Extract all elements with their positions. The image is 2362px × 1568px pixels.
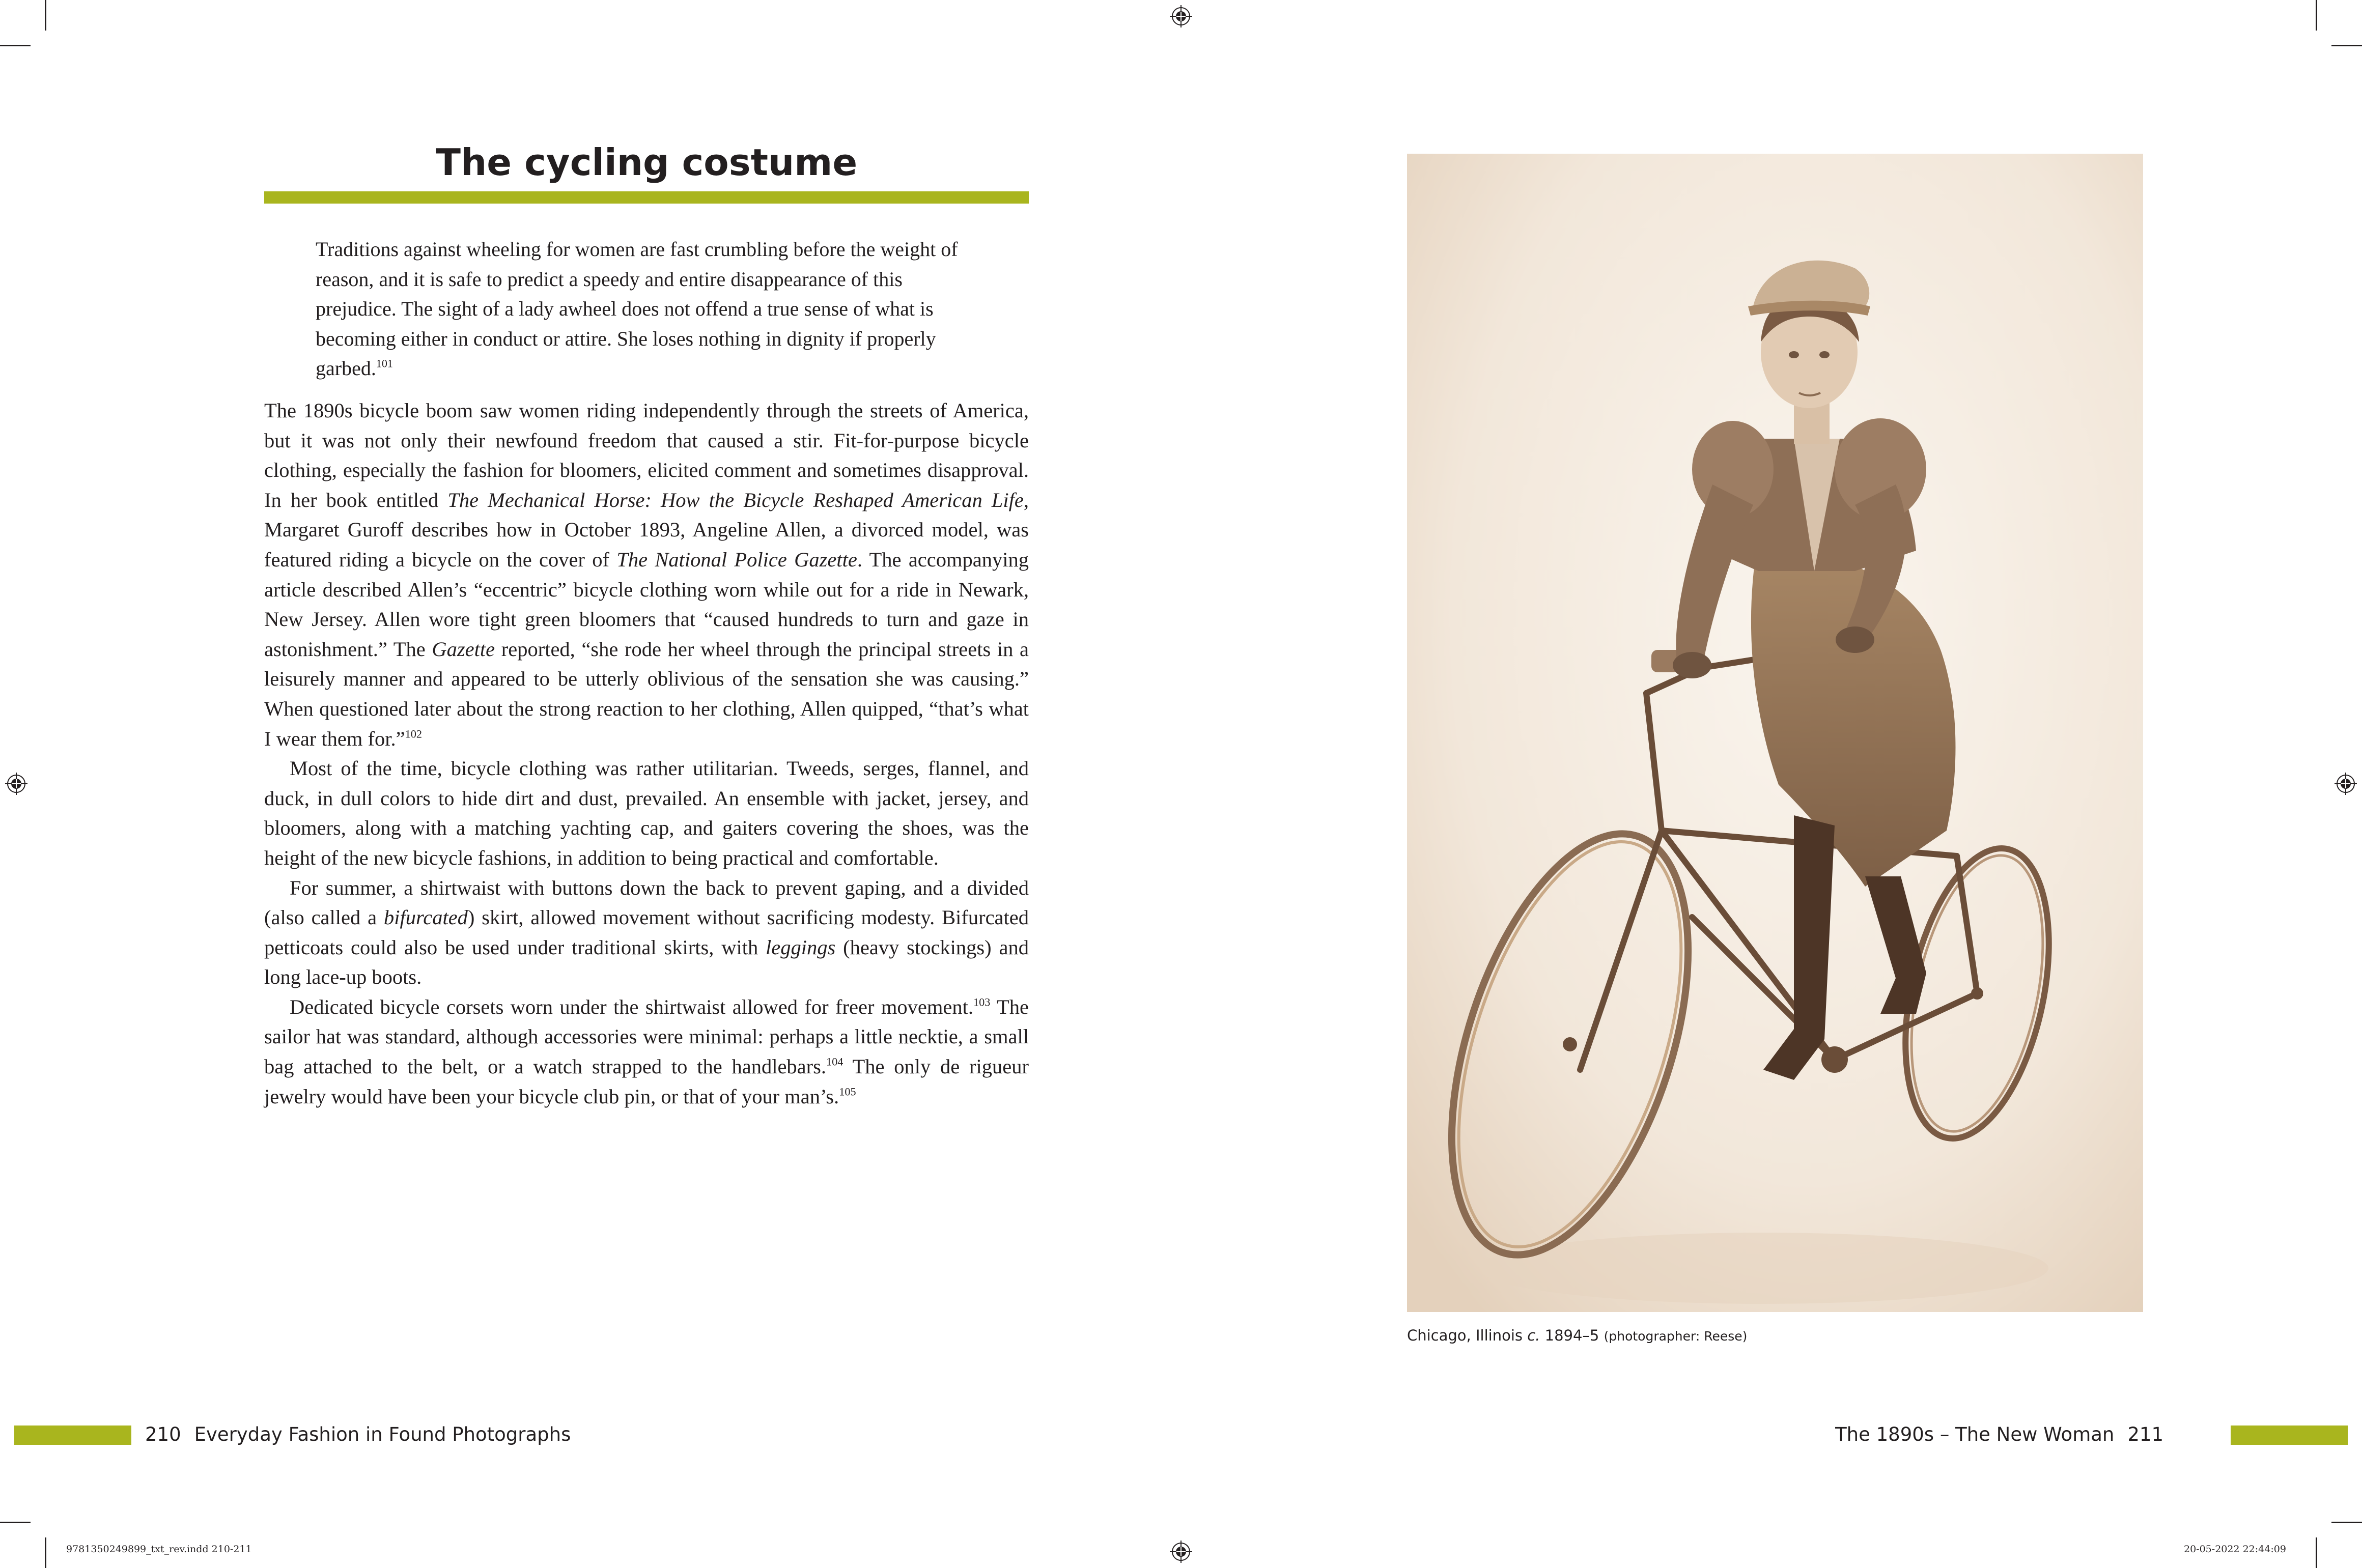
publication-title: The National Police Gazette [616,548,857,571]
caption-credit: (photographer: Reese) [1604,1329,1748,1344]
caption-place: Chicago, Illinois [1407,1327,1528,1344]
photo-caption [1407,1325,2143,1347]
paragraph [264,992,1029,1111]
left-footer [145,1420,960,1449]
text-run: , Margaret Guroff describes how in October 1893, Angeline Allen, a divorced model, was featured riding a bicycle on the cover of [264,488,1029,571]
body-text [264,396,1029,1111]
book-title: The Mechanical Horse: How the Bicycle Reshaped American Life [447,488,1024,511]
slug-filename: 9781350249899_txt_rev.indd 210-211 [66,1544,252,1555]
italic-term: bifurcated [383,906,468,929]
footer-accent-bar [14,1426,131,1445]
slug-timestamp: 20-05-2022 22:44:09 [2184,1544,2286,1555]
crop-mark [2316,1537,2317,1568]
page-number: 210 [145,1423,181,1445]
text-run: The sailor hat was standard, although accessories were minimal: perhaps a little necktie, a small bag attached to the belt, or a watch strapped to the handlebars. [264,995,1029,1078]
crop-mark [45,1537,46,1568]
text-run: (heavy stockings) and long lace-up boots. [264,935,1029,989]
crop-mark [2331,45,2362,46]
paragraph [264,873,1029,992]
text-run: The 1890s bicycle boom saw women riding independently through the streets of America, but it was not only their newfound freedom that caused a stir. Fit-for-purpose bicycle clothing, especially the fashion for bloomers, elicited comment and sometimes disapproval. In her book entitled [264,399,1029,511]
paragraph [264,396,1029,754]
crop-mark [0,45,31,46]
right-footer [1629,1420,2163,1449]
text-run: . The accompanying article described Allen’s “eccentric” bicycle clothing worn while out for a ride in Newark, New Jersey. Allen wore tight green bloomers that “caused hundreds to turn and gaze in astonishment.” The [264,548,1029,661]
running-title: Everyday Fashion in Found Photographs [194,1423,571,1445]
footnote-ref: 101 [376,357,393,370]
footnote-ref: 105 [839,1085,856,1098]
text-run: Dedicated bicycle corsets worn under the shirtwaist allowed for freer movement. [290,995,973,1018]
caption-circa: c. [1527,1327,1540,1344]
registration-mark-icon [1170,1541,1192,1563]
sepia-photograph [1407,154,2143,1312]
text-run: ) skirt, allowed movement without sacrificing modesty. Bifurcated petticoats could also be used under traditional skirts, with [264,906,1029,959]
page-number: 211 [2127,1423,2163,1445]
text-run: For summer, a shirtwaist with buttons down the back to prevent gaping, and a divided (also called a [264,876,1029,929]
registration-mark-icon [5,773,27,795]
section-heading: The cycling costume [435,141,858,184]
footnote-ref: 102 [405,727,423,740]
text-run: reported, “she rode her wheel through the principal streets in a leisurely manner and appeared to be utterly oblivious of the sensation she was causing.” When questioned later about the strong reaction to her clothing, Allen quipped, “that’s what I wear them for.” [264,637,1029,750]
footnote-ref: 103 [973,995,991,1009]
italic-term: leggings [766,935,836,959]
quote-text: Traditions against wheeling for women are fast crumbling before the weight of reason, and it is safe to predict a speedy and entire disappearance of this prejudice. The sight of a lady awheel does not offend a true sense of what is becoming either in conduct or attire. She loses nothing in dignity if properly garbed. [316,238,958,380]
registration-mark-icon [1170,5,1192,27]
publication-title: Gazette [432,637,495,661]
crop-mark [0,1522,31,1523]
footer-accent-bar [2231,1426,2348,1445]
crop-mark [2331,1522,2362,1523]
caption-dates: 1894–5 [1540,1327,1604,1344]
paragraph: Most of the time, bicycle clothing was rather utilitarian. Tweeds, serges, flannel, and duck, in dull colors to hide dirt and dust, prevailed. An ensemble with jacket, jersey, and bloomers, along with a matching yachting cap, and gaiters covering the shoes, was the height of the new bicycle fashions, in addition to being practical and comfortable. [264,757,1029,869]
registration-mark-icon [2335,773,2357,795]
crop-mark [45,0,46,31]
running-title: The 1890s – The New Woman [1835,1423,2115,1445]
block-quote [316,235,962,384]
woman-on-bicycle-illustration [1407,154,2143,1312]
footnote-ref: 104 [826,1055,843,1068]
crop-mark [2316,0,2317,31]
text-run: The only de rigueur jewelry would have been your bicycle club pin, or that of your man’s. [264,1055,1029,1108]
heading-rule [264,191,1029,204]
